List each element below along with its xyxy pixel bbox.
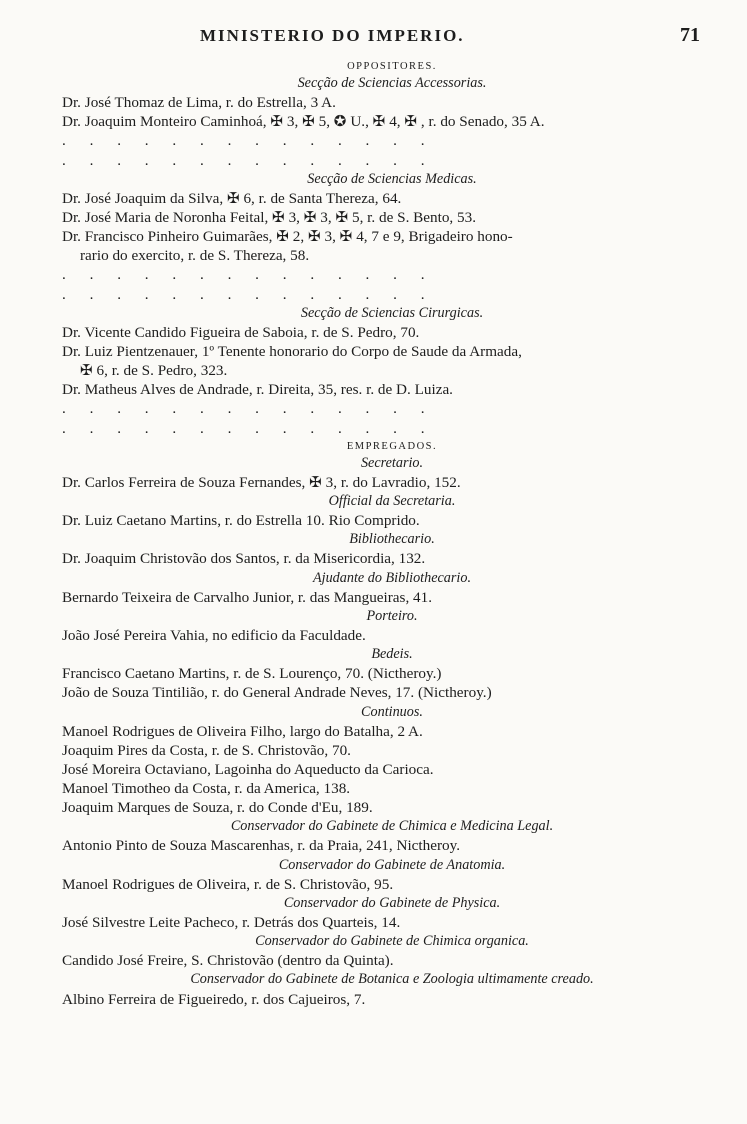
dotted-leader: . . . . . . . . . . . . . . xyxy=(62,266,435,284)
directory-entry: Dr. Carlos Ferreira de Souza Fernandes, ✠ 3, r. do Lavradio, 152. xyxy=(62,473,461,491)
dotted-leader: . . . . . . . . . . . . . . xyxy=(62,285,435,303)
directory-entry: ✠ 6, r. de S. Pedro, 323. xyxy=(80,362,228,380)
subsection-heading: Conservador do Gabinete de Botanica e Zoologia ultimamente creado. xyxy=(190,971,594,988)
directory-entry: rario do exercito, r. de S. Thereza, 58. xyxy=(80,247,310,265)
directory-entry: Candido José Freire, S. Christovão (dentro da Quinta). xyxy=(62,952,394,970)
section-heading: EMPREGADOS. xyxy=(346,440,438,452)
directory-entry: Joaquim Marques de Souza, r. do Conde d'Eu, 189. xyxy=(62,799,373,817)
directory-entry: Dr. Matheus Alves de Andrade, r. Direita, 35, res. r. de D. Luiza. xyxy=(62,381,453,399)
directory-entry: Joaquim Pires da Costa, r. de S. Christovão, 70. xyxy=(62,741,351,759)
directory-entry: João José Pereira Vahia, no edificio da Faculdade. xyxy=(62,626,366,644)
subsection-heading: Ajudante do Bibliothecario. xyxy=(312,569,471,586)
directory-entry: Albino Ferreira de Figueiredo, r. dos Cajueiros, 7. xyxy=(62,990,366,1008)
subsection-heading: Porteiro. xyxy=(366,607,418,624)
directory-entry: Dr. José Joaquim da Silva, ✠ 6, r. de Santa Thereza, 64. xyxy=(62,189,402,207)
page-title: MINISTERIO DO IMPERIO. xyxy=(200,26,465,45)
directory-entry: Dr. Joaquim Christovão dos Santos, r. da Misericordia, 132. xyxy=(62,550,426,568)
subsection-heading: Secção de Sciencias Cirurgicas. xyxy=(300,304,484,321)
directory-entry: Bernardo Teixeira de Carvalho Junior, r. das Mangueiras, 41. xyxy=(62,588,433,606)
directory-entry: Dr. Luiz Pientzenauer, 1º Tenente honorario do Corpo de Saude da Armada, xyxy=(62,342,522,360)
directory-entry: Antonio Pinto de Souza Mascarenhas, r. da Praia, 241, Nictheroy. xyxy=(62,837,461,855)
directory-entry: Manoel Timotheo da Costa, r. da America, 138. xyxy=(62,780,351,798)
directory-entry: Dr. José Thomaz de Lima, r. do Estrella, 3 A. xyxy=(62,94,336,112)
directory-entry: Dr. Joaquim Monteiro Caminhoá, ✠ 3, ✠ 5, ✪ U., ✠ 4, ✠ , r. do Senado, 35 A. xyxy=(62,113,545,131)
directory-entry: Francisco Caetano Martins, r. de S. Lourenço, 70. (Nictheroy.) xyxy=(62,665,442,683)
directory-listing xyxy=(62,58,722,1009)
subsection-heading: Conservador do Gabinete de Physica. xyxy=(283,894,501,911)
subsection-heading: Secção de Sciencias Medicas. xyxy=(307,170,477,187)
dotted-leader: . . . . . . . . . . . . . . xyxy=(62,400,435,418)
directory-entry: Dr. José Maria de Noronha Feital, ✠ 3, ✠ 3, ✠ 5, r. de S. Bento, 53. xyxy=(62,208,477,226)
page-number: 71 xyxy=(680,24,700,46)
directory-entry: José Moreira Octaviano, Lagoinha do Aqueducto da Carioca. xyxy=(62,760,434,778)
dotted-leader: . . . . . . . . . . . . . . xyxy=(62,419,435,437)
section-heading: OPPOSITORES. xyxy=(347,61,437,72)
directory-entry: Manoel Rodrigues de Oliveira, r. de S. Christovão, 95. xyxy=(62,875,394,893)
directory-entry: Dr. Vicente Candido Figueira de Saboia, r. de S. Pedro, 70. xyxy=(62,323,420,341)
subsection-heading: Conservador do Gabinete de Anatomia. xyxy=(278,856,506,873)
subsection-heading: Secção de Sciencias Accessorias. xyxy=(297,75,487,91)
directory-entry: Dr. Francisco Pinheiro Guimarães, ✠ 2, ✠ 3, ✠ 4, 7 e 9, Brigadeiro hono- xyxy=(62,228,513,246)
subsection-heading: Continuos. xyxy=(361,703,423,720)
page-header xyxy=(0,26,747,54)
subsection-heading: Conservador do Gabinete de Chimica organica. xyxy=(255,933,529,950)
directory-entry: Dr. Luiz Caetano Martins, r. do Estrella 10. Rio Comprido. xyxy=(62,512,420,530)
subsection-heading: Secretario. xyxy=(360,454,424,471)
directory-entry: Manoel Rodrigues de Oliveira Filho, largo do Batalha, 2 A. xyxy=(62,722,423,740)
subsection-heading: Official da Secretaria. xyxy=(328,492,456,509)
subsection-heading: Conservador do Gabinete de Chimica e Medicina Legal. xyxy=(230,818,554,835)
directory-entry: João de Souza Tintilião, r. do General Andrade Neves, 17. (Nictheroy.) xyxy=(62,684,492,702)
dotted-leader: . . . . . . . . . . . . . . xyxy=(62,151,435,169)
subsection-heading: Bedeis. xyxy=(371,646,413,663)
directory-entry: José Silvestre Leite Pacheco, r. Detrás dos Quarteis, 14. xyxy=(62,914,401,932)
dotted-leader: . . . . . . . . . . . . . . xyxy=(62,132,435,150)
subsection-heading: Bibliothecario. xyxy=(349,531,435,548)
